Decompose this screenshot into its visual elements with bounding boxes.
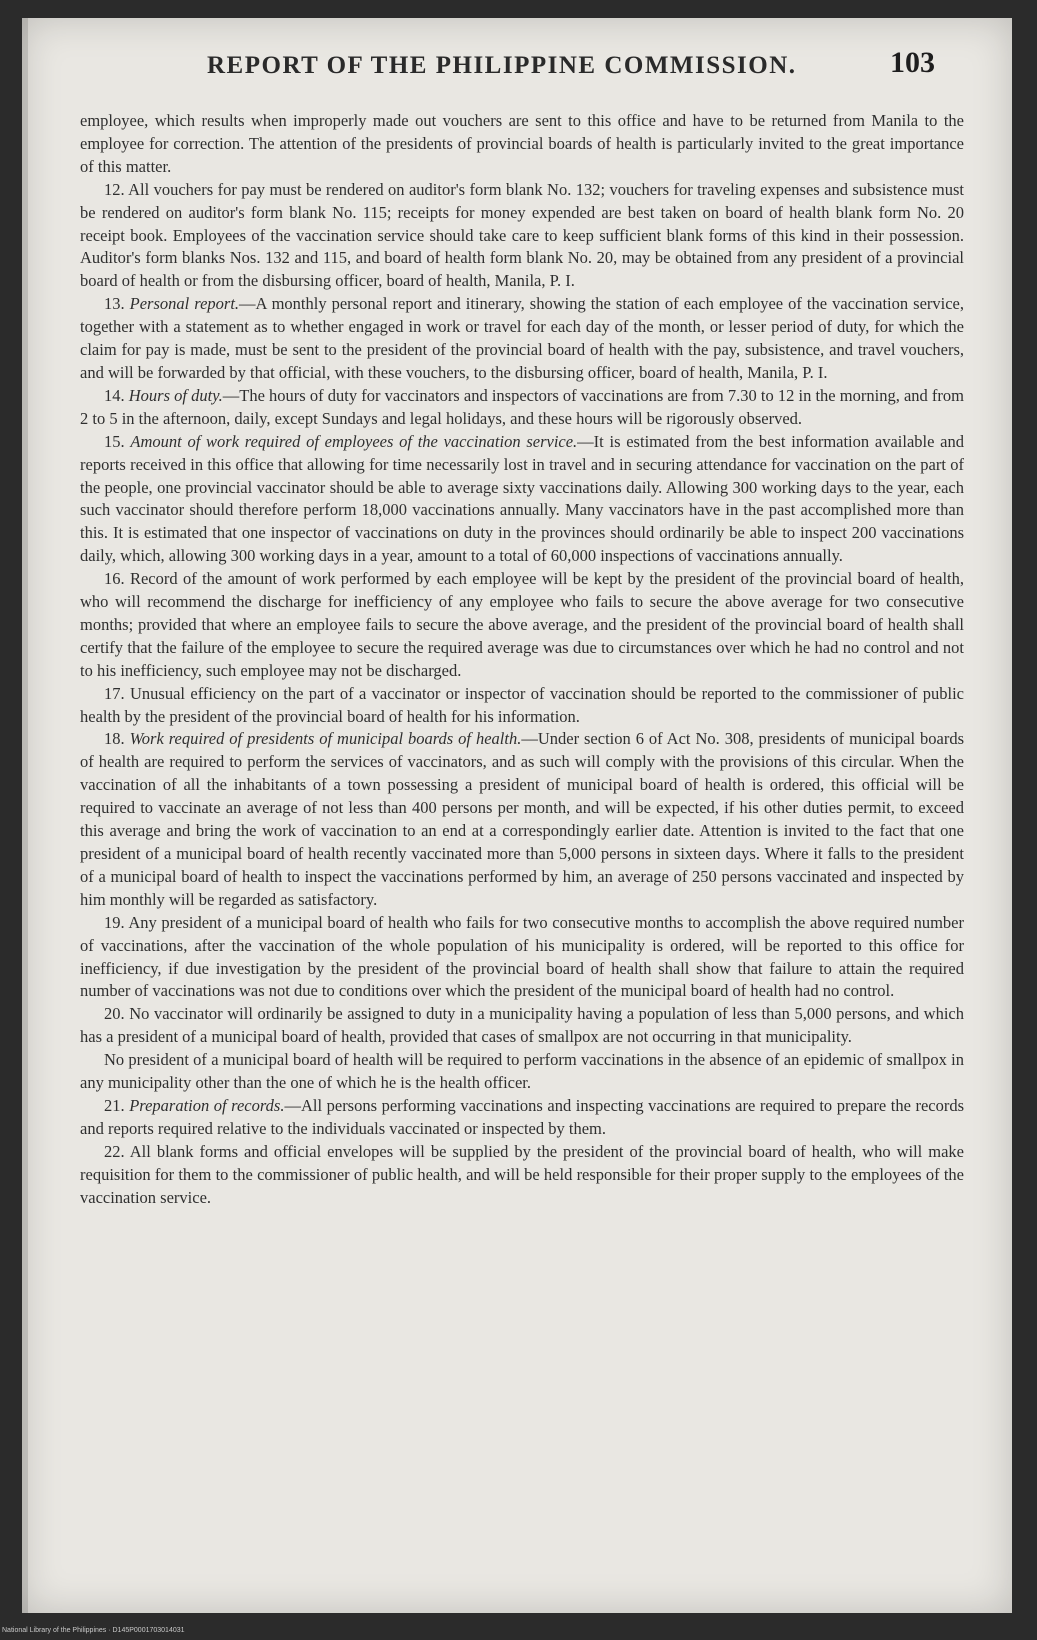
page-number: 103 xyxy=(890,46,935,79)
section-heading: Preparation of records. xyxy=(129,1095,285,1115)
source-footer-note: National Library of the Philippines · D145P0001703014031 xyxy=(2,1627,185,1634)
paragraph-21 xyxy=(80,1095,964,1141)
paragraph-body: —The hours of duty for vaccinators and inspectors of vaccinations are from 7.30 to 12 in the morning, and from 2 to 5 in the afternoon, daily, except Sundays and legal holidays, and these hours will be rigorously observed. xyxy=(80,385,964,428)
section-heading: Amount of work required of employees of the vaccination service. xyxy=(130,431,578,451)
paragraph-body: —A monthly personal report and itinerary, showing the station of each employee of the vaccination service, together with a statement as to whether engaged in work or travel for each day of the month, or lesser period of duty, for which the claim for pay is made, must be sent to the president of the provincial board of health with the pay, subsistence, and travel vouchers, and will be forwarded by that official, with these vouchers, to the disbursing officer, board of health, Manila, P. I. xyxy=(80,294,965,382)
paragraph-13 xyxy=(80,293,964,385)
paragraph-body: —Under section 6 of Act No. 308, presidents of municipal boards of health are required to perform the services of vaccinators, and as such will comply with the provisions of this circular. When the vaccination of all the inhabitants of a town possessing a president of municipal board of health is ordered, this official will be required to vaccinate an average of not less than 400 persons per month, and will be expected, if his other duties permit, to exceed this average and bring the work of vaccination to an end at a correspondingly earlier date. Attention is invited to the fact that one president of a municipal board of health recently vaccinated more than 5,000 persons in sixteen days. Where it falls to the president of a municipal board of health to inspect the vaccinations performed by him, an average of 250 persons vaccinated and inspected by him monthly will be regarded as satisfactory. xyxy=(80,729,964,909)
paragraph-22: 22. All blank forms and official envelopes will be supplied by the president of the provincial board of health, who will make requisition for them to the commissioner of public health, and will be held responsible for their proper supply to the employees of the vaccination service. xyxy=(80,1141,964,1207)
paragraph-20b: No president of a municipal board of health will be required to perform vaccinations in the absence of an epidemic of smallpox in any municipality other than the one of which he is the health officer. xyxy=(80,1050,964,1093)
body-text xyxy=(80,110,964,1210)
paragraph-number: 14. xyxy=(104,385,125,405)
paragraph-body: —It is estimated from the best information available and reports received in this office that allowing for time necessarily lost in travel and in securing attendance for vaccination on the part of the people, one provincial vaccinator should be able to average sixty vaccinations daily. Allowing 300 working days to the year, each such vaccinator should therefore perform 18,000 vaccinations annually. Many vaccinators have in the past accomplished more than this. It is estimated that one inspector of vaccinations on duty in the provinces should ordinarily be able to inspect 200 vaccinations daily, which, allowing 300 working days in a year, amount to a total of 60,000 inspections of vaccinations annually. xyxy=(80,431,964,566)
paragraph-body: —All persons performing vaccinations and inspecting vaccinations are required to prepare the records and reports required relative to the individuals vaccinated or inspected by them. xyxy=(80,1095,965,1138)
paragraph-number: 18. xyxy=(104,729,125,749)
paragraph-15 xyxy=(80,431,964,568)
section-heading: Personal report. xyxy=(129,294,240,314)
paragraph-20: 20. No vaccinator will ordinarily be assigned to duty in a municipality having a population of less than 5,000 persons, and which has a president of a municipal board of health, provided that cases of smallpox are not occurring in that municipality. xyxy=(80,1004,964,1047)
section-heading: Hours of duty. xyxy=(128,385,223,405)
page-edge-shadow xyxy=(22,18,28,1613)
paragraph-19: 19. Any president of a municipal board of health who fails for two consecutive months to accomplish the above required number of vaccinations, after the vaccination of the whole population of his municipality is ordered, will be reported to this office for inefficiency, if due investigation by the president of the provincial board of health shall show that failure to attain the required number of vaccinations was not due to conditions over which the president of the municipal board of health had no control. xyxy=(80,912,964,1001)
paragraph-number: 15. xyxy=(104,431,125,451)
page-header xyxy=(22,46,1012,86)
paragraph-number: 13. xyxy=(104,294,125,314)
paragraph-14 xyxy=(80,385,964,431)
paragraph-continuation: employee, which results when improperly made out vouchers are sent to this office and have to be returned from Manila to the employee for correction. The attention of the presidents of provincial boards of health is particularly invited to the great importance of this matter. xyxy=(80,111,964,176)
document-page xyxy=(22,18,1012,1613)
paragraph-16: 16. Record of the amount of work performed by each employee will be kept by the president of the provincial board of health, who will recommend the discharge for inefficiency of any employee who fails to secure the above average for two consecutive months; provided that where an employee fails to secure the above average, and the president of the provincial board of health shall certify that the failure of the employee to secure the required average was due to circumstances over which he had no control and not to his inefficiency, such employee may not be discharged. xyxy=(80,569,964,680)
paragraph-17: 17. Unusual efficiency on the part of a vaccinator or inspector of vaccination should be reported to the commissioner of public health by the president of the provincial board of health for his information. xyxy=(80,683,964,726)
section-heading: Work required of presidents of municipal boards of health. xyxy=(129,729,522,749)
running-title: REPORT OF THE PHILIPPINE COMMISSION. xyxy=(207,52,797,79)
paragraph-18 xyxy=(80,728,964,911)
paragraph-number: 21. xyxy=(104,1095,125,1115)
paragraph-12: 12. All vouchers for pay must be rendered on auditor's form blank No. 132; vouchers for traveling expenses and subsistence must be rendered on auditor's form blank No. 115; receipts for money expended are best taken on board of health blank form No. 20 receipt book. Employees of the vaccination service should take care to keep sufficient blank forms of this kind in their possession. Auditor's form blanks Nos. 132 and 115, and board of health form blank No. 20, may be obtained from any president of a provincial board of health or from the disbursing officer, board of health, Manila, P. I. xyxy=(80,179,964,291)
